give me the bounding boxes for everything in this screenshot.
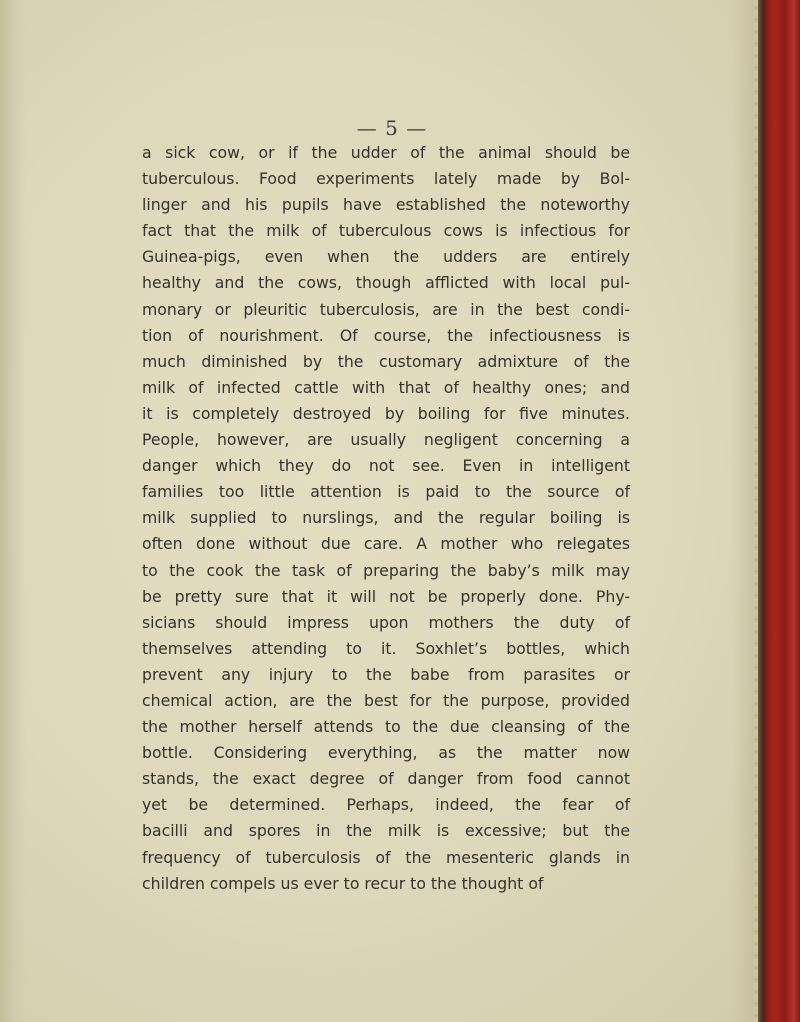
text-line: danger which they do not see. Even in intelligent [142, 456, 630, 476]
text-line: prevent any injury to the babe from parasites or [142, 664, 630, 684]
text-line: tuberculous. Food experiments lately made by Bol- [142, 169, 630, 189]
text-line: the mother herself attends to the due cleansing of the [142, 717, 630, 737]
text-line: milk of infected cattle with that of healthy ones; and [142, 377, 630, 397]
page-number: — 5 — [356, 116, 428, 140]
text-line: bottle. Considering everything, as the matter now [142, 743, 630, 763]
text-line: to the cook the task of preparing the baby’s milk may [142, 560, 630, 580]
text-line: families too little attention is paid to the source of [142, 482, 630, 502]
text-line: milk supplied to nurslings, and the regular boiling is [142, 508, 630, 528]
text-line: be pretty sure that it will not be properly done. Phy- [142, 586, 630, 606]
text-line: People, however, are usually negligent concerning a [142, 430, 630, 450]
book-binding [758, 0, 800, 1022]
text-line: children compels us ever to recur to the thought of [142, 873, 544, 893]
text-line: frequency of tuberculosis of the mesenteric glands in [142, 847, 630, 867]
text-line: bacilli and spores in the milk is excessive; but the [142, 821, 630, 841]
text-line: chemical action, are the best for the purpose, provided [142, 690, 630, 710]
text-line: sicians should impress upon mothers the duty of [142, 612, 630, 632]
text-line: much diminished by the customary admixture of the [142, 351, 630, 371]
text-line: linger and his pupils have established the noteworthy [142, 195, 630, 215]
text-line: tion of nourishment. Of course, the infectiousness is [142, 325, 630, 345]
text-line: Guinea-pigs, even when the udders are entirely [142, 247, 630, 267]
body-text [142, 140, 630, 897]
text-line: monary or pleuritic tuberculosis, are in the best condi- [142, 299, 630, 319]
text-line: fact that the milk of tuberculous cows is infectious for [142, 221, 630, 241]
text-line: often done without due care. A mother who relegates [142, 534, 630, 554]
text-line: themselves attending to it. Soxhlet’s bottles, which [142, 638, 630, 658]
page-edge-shadow [0, 0, 26, 1022]
text-line: a sick cow, or if the udder of the animal should be [142, 143, 630, 162]
text-line: healthy and the cows, though afflicted with local pul- [142, 273, 630, 293]
text-line: yet be determined. Perhaps, indeed, the fear of [142, 795, 630, 815]
text-line: it is completely destroyed by boiling for five minutes. [142, 403, 630, 423]
text-line: stands, the exact degree of danger from food cannot [142, 769, 630, 789]
